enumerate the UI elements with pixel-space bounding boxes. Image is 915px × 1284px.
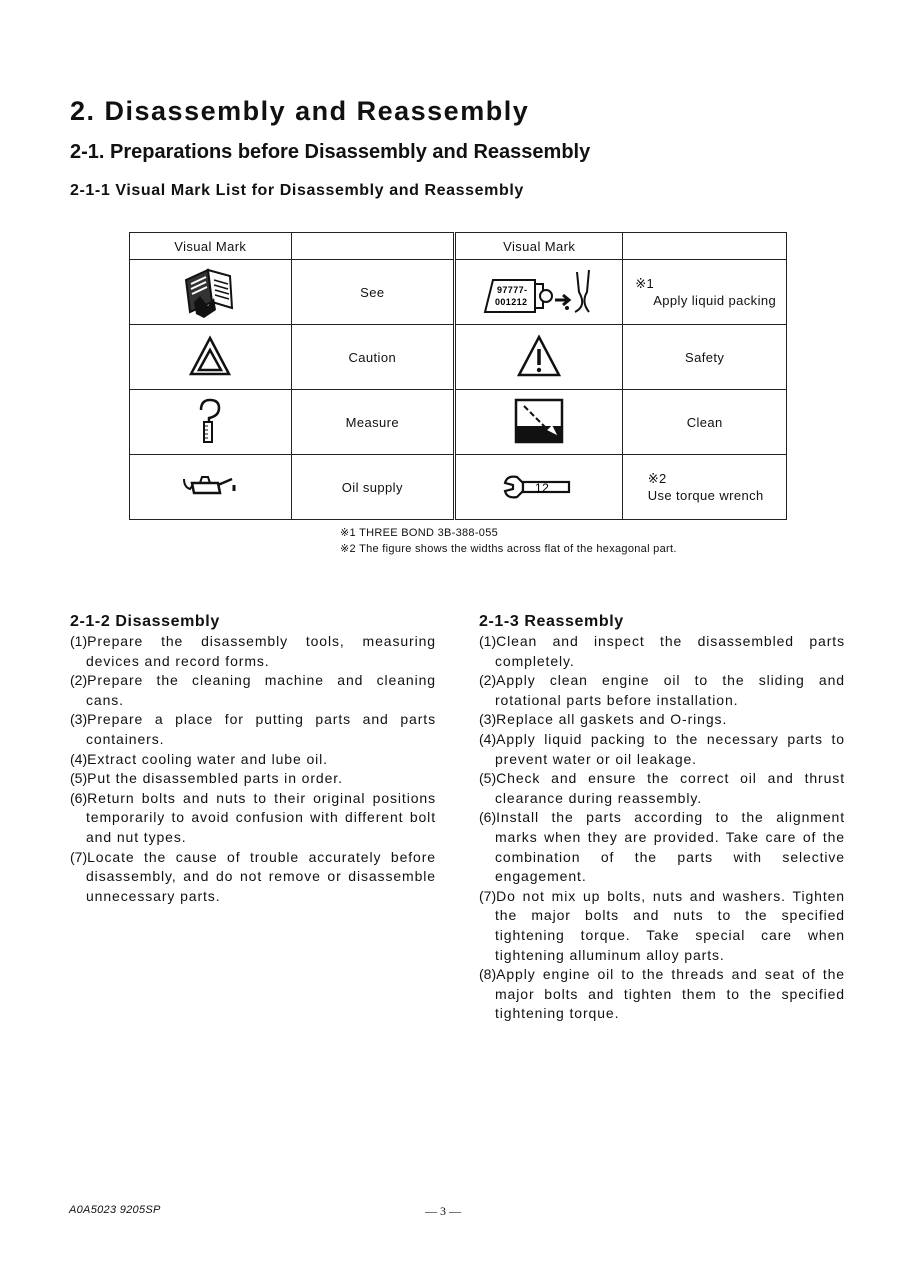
table-footnotes — [340, 525, 677, 557]
footnote: ※2 The figure shows the widths across flat of the hexagonal part. — [340, 543, 677, 555]
list-item: (3)Replace all gaskets and O-rings. — [479, 711, 728, 728]
torque-wrench-icon — [499, 469, 579, 506]
note-marker: ※2 — [647, 471, 667, 486]
table-header-cell — [623, 233, 787, 260]
reassembly-list — [479, 632, 845, 1024]
table-cell-icon — [130, 455, 292, 520]
list-item: (4)Apply liquid packing to the necessary parts to prevent water or oil leakage. — [479, 730, 845, 767]
visual-mark-table — [129, 232, 787, 520]
caution-triangle-icon — [188, 334, 232, 381]
table-cell-icon — [455, 325, 623, 390]
table-header-cell: Visual Mark — [130, 233, 292, 260]
list-item: (2)Prepare the cleaning machine and cleaning cans. — [70, 672, 436, 708]
footnote: ※1 THREE BOND 3B-388-055 — [340, 527, 499, 539]
table-cell-label — [623, 455, 787, 520]
clean-tank-icon — [512, 396, 566, 449]
reassembly-title: 2-1-3 Reassembly — [479, 613, 624, 630]
table-row — [130, 455, 787, 520]
disassembly-section — [70, 612, 436, 906]
list-item: (3)Prepare a place for putting parts and parts containers. — [70, 711, 436, 747]
liquid-packing-tube-icon — [479, 262, 599, 323]
table-header-cell — [291, 233, 454, 260]
list-item: (6)Return bolts and nuts to their original positions temporarily to avoid confusion with different bolt and nut types. — [70, 789, 436, 845]
table-header-row — [130, 233, 787, 260]
manual-book-icon — [178, 262, 242, 323]
table-cell-icon — [455, 455, 623, 520]
document-code: A0A5023 9205SP — [69, 1204, 161, 1216]
table-cell-icon — [455, 390, 623, 455]
page-number: — 3 — — [425, 1204, 461, 1218]
disassembly-list — [70, 632, 436, 906]
table-row — [130, 390, 787, 455]
list-item: (5)Put the disassembled parts in order. — [70, 770, 343, 787]
tube-text-line-1: 97777- — [497, 284, 528, 295]
table-cell-icon — [455, 260, 623, 325]
table-cell-label: Safety — [623, 325, 787, 390]
list-item: (5)Check and ensure the correct oil and thrust clearance during reassembly. — [479, 770, 845, 806]
list-item: (6)Install the parts according to the alignment marks when they are provided. Take care of the combination of the parts with selective engagement. — [479, 809, 845, 885]
list-item: (1)Clean and inspect the disassembled parts completely. — [479, 633, 845, 669]
table-cell-label: Caution — [291, 325, 454, 390]
list-item: (1)Prepare the disassembly tools, measuring devices and record forms. — [70, 633, 436, 669]
reassembly-section — [479, 612, 845, 1024]
table-row — [130, 260, 787, 325]
label-text: Use torque wrench — [647, 488, 764, 503]
wrench-size-label: 12 — [535, 480, 550, 495]
table-row — [130, 325, 787, 390]
label-text: Apply liquid packing — [653, 293, 777, 308]
table-header-cell: Visual Mark — [455, 233, 623, 260]
list-item: (7)Do not mix up bolts, nuts and washers. Tighten the major bolts and nuts to the specified tightening torque. Take special care when tightening alluminum alloy parts. — [479, 887, 845, 963]
table-cell-label: Measure — [291, 390, 454, 455]
subsubsection-title: 2-1-1 Visual Mark List for Disassembly and Reassembly — [70, 182, 524, 199]
tube-text-line-2: 001212 — [495, 296, 528, 307]
list-item: (7)Locate the cause of trouble accurately before disassembly, and do not remove or disassemble unnecessary parts. — [70, 848, 436, 904]
table-cell-icon — [130, 390, 292, 455]
disassembly-title: 2-1-2 Disassembly — [70, 613, 220, 630]
list-item: (4)Extract cooling water and lube oil. — [70, 750, 328, 767]
measure-gauge-icon — [195, 396, 225, 449]
subsection-title: 2-1. Preparations before Disassembly and Reassembly — [70, 141, 591, 163]
table-cell-icon — [130, 325, 292, 390]
list-item: (8)Apply engine oil to the threads and seat of the major bolts and tighten them to the specified tightening torque. — [479, 966, 845, 1022]
safety-warning-icon — [516, 333, 562, 382]
table-cell-label — [623, 260, 787, 325]
table-cell-label: See — [291, 260, 454, 325]
list-item: (2)Apply clean engine oil to the sliding and rotational parts before installation. — [479, 672, 845, 708]
oil-can-icon — [180, 471, 240, 504]
note-marker: ※1 — [635, 276, 655, 291]
table-cell-label: Oil supply — [291, 455, 454, 520]
section-title: 2. Disassembly and Reassembly — [70, 96, 530, 126]
table-cell-icon — [130, 260, 292, 325]
table-cell-label: Clean — [623, 390, 787, 455]
